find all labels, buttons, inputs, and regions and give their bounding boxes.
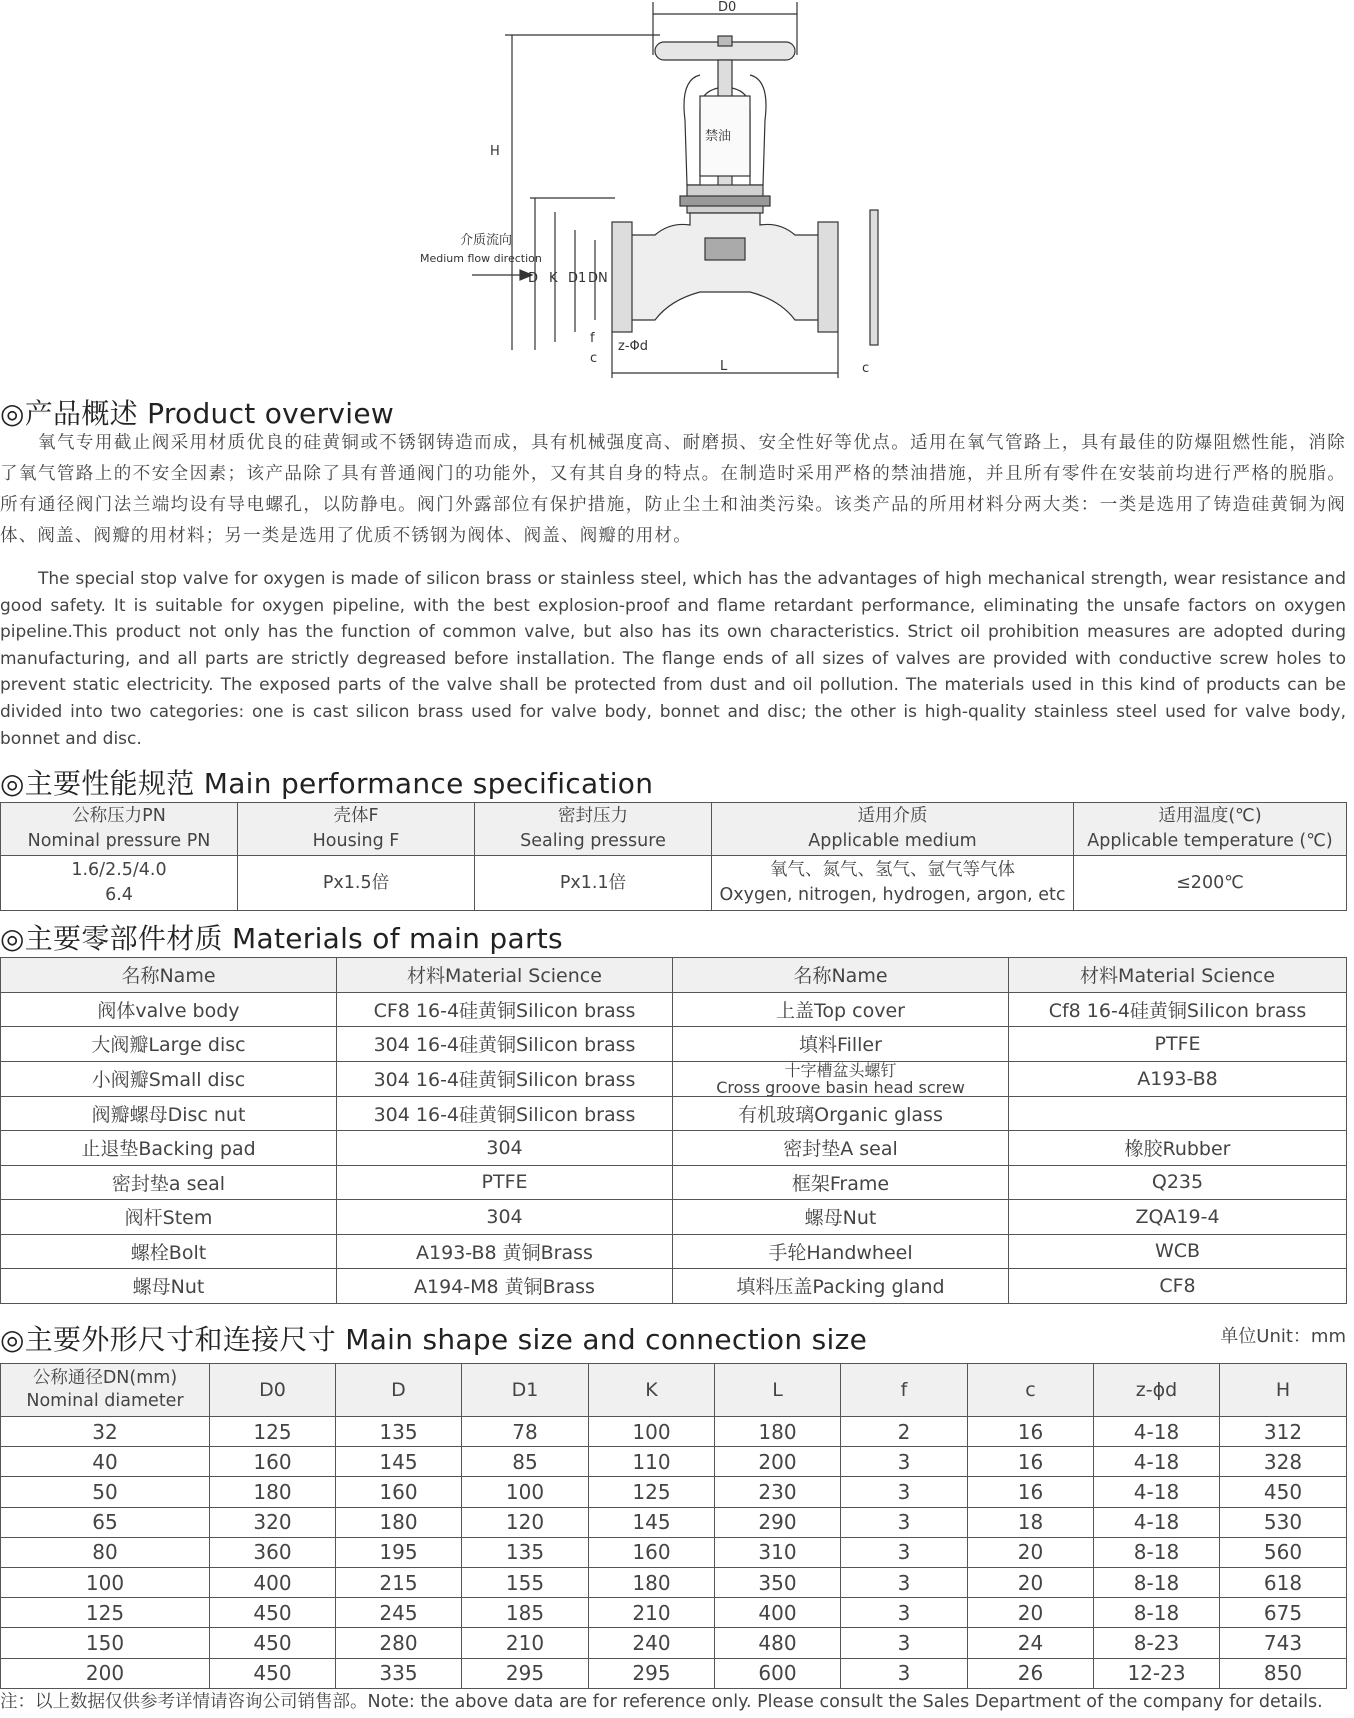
mat-cell: 橡胶Rubber bbox=[1009, 1131, 1347, 1166]
mat-cell: 304 bbox=[337, 1200, 673, 1235]
dim-cell: 450 bbox=[1220, 1477, 1347, 1507]
mat-cell: Cf8 16-4硅黄铜Silicon brass bbox=[1009, 992, 1347, 1027]
dim-cell: 125 bbox=[589, 1477, 715, 1507]
dim-header-cell: z-ϕd bbox=[1094, 1364, 1220, 1417]
mat-cell: A193-B8 黄铜Brass bbox=[337, 1234, 673, 1269]
table-row bbox=[1, 992, 1347, 1027]
dim-cell: 240 bbox=[589, 1628, 715, 1658]
mat-cell: 304 16-4硅黄铜Silicon brass bbox=[337, 1027, 673, 1062]
dim-cell: 20 bbox=[968, 1537, 1094, 1567]
mat-cell: 304 16-4硅黄铜Silicon brass bbox=[337, 1061, 673, 1096]
perf-medium-cell: 氧气、氮气、氢气、氩气等气体 Oxygen, nitrogen, hydrogen, argon, etc bbox=[712, 856, 1074, 911]
dim-cell: 145 bbox=[336, 1447, 462, 1477]
mat-cell: 阀杆Stem bbox=[1, 1200, 337, 1235]
table-row bbox=[1, 1269, 1347, 1304]
dim-cell: 675 bbox=[1220, 1598, 1347, 1628]
mat-cell: PTFE bbox=[1009, 1027, 1347, 1062]
dim-cell: 618 bbox=[1220, 1567, 1347, 1597]
mat-cell: 密封垫a seal bbox=[1, 1165, 337, 1200]
table-row bbox=[1, 1234, 1347, 1269]
table-row bbox=[1, 1598, 1347, 1628]
mat-header-cell: 名称Name bbox=[1, 958, 337, 993]
dim-cell: 16 bbox=[968, 1417, 1094, 1447]
mat-cell: 有机玻璃Organic glass bbox=[673, 1096, 1009, 1131]
dim-cell: 8-18 bbox=[1094, 1598, 1220, 1628]
dimensions-table bbox=[0, 1363, 1347, 1689]
label-l: L bbox=[720, 359, 728, 374]
dim-cell: 200 bbox=[1, 1658, 210, 1688]
dim-cell: 3 bbox=[841, 1567, 968, 1597]
dim-cell: 135 bbox=[462, 1537, 589, 1567]
label-f: f bbox=[590, 331, 595, 346]
dim-cell: 8-23 bbox=[1094, 1628, 1220, 1658]
label-zd: z-Φd bbox=[618, 339, 648, 354]
dim-cell: 400 bbox=[210, 1567, 336, 1597]
dim-cell: 560 bbox=[1220, 1537, 1347, 1567]
dim-cell: 600 bbox=[715, 1658, 841, 1688]
table-row bbox=[1, 1417, 1347, 1447]
overview-text-en: The special stop valve for oxygen is made of silicon brass or stainless steel, which has the advantages of high mechanical strength, wear resistance and good safety. It is suitable for oxygen pipeline, with the best explosion-proof and flame retardant performance, eliminating the unsafe factors on oxygen pipeline.This product not only has the function of common valve, but also has its own characteristics. Strict oil prohibition measures are adopted during manufacturing, and all parts are strictly degreased before installation. The flange ends of all sizes of valves are provided with conductive screw holes to prevent static electricity. The exposed parts of the valve shall be protected from dust and oil pollution. The materials used in this kind of products can be divided into two categories: one is cast silicon brass used for valve body, bonnet and disc; the other is high-quality stainless steel used for valve body, bonnet and disc. bbox=[0, 569, 1346, 749]
dim-cell: 125 bbox=[1, 1598, 210, 1628]
dim-cell: 450 bbox=[210, 1628, 336, 1658]
mat-cell: 螺栓Bolt bbox=[1, 1234, 337, 1269]
dim-cell: 180 bbox=[715, 1417, 841, 1447]
dim-header-cell: D0 bbox=[210, 1364, 336, 1417]
dim-cell: 4-18 bbox=[1094, 1507, 1220, 1537]
dim-cell: 328 bbox=[1220, 1447, 1347, 1477]
dim-header-cell: D bbox=[336, 1364, 462, 1417]
dim-cell: 312 bbox=[1220, 1417, 1347, 1447]
perf-header-cell: 适用介质 Applicable medium bbox=[712, 803, 1074, 856]
mat-cell: 小阀瓣Small disc bbox=[1, 1061, 337, 1096]
dim-cell: 8-18 bbox=[1094, 1567, 1220, 1597]
dim-cell: 200 bbox=[715, 1447, 841, 1477]
dim-cell: 4-18 bbox=[1094, 1417, 1220, 1447]
dim-cell: 2 bbox=[841, 1417, 968, 1447]
label-h: H bbox=[490, 144, 500, 159]
label-d0: D0 bbox=[718, 0, 737, 15]
dim-cell: 3 bbox=[841, 1507, 968, 1537]
mat-header-cell: 材料Material Science bbox=[1009, 958, 1347, 993]
dim-cell: 100 bbox=[589, 1417, 715, 1447]
dim-cell: 850 bbox=[1220, 1658, 1347, 1688]
perf-housing-cell: Px1.5倍 bbox=[238, 856, 475, 911]
mat-cell: A194-M8 黄铜Brass bbox=[337, 1269, 673, 1304]
dim-cell: 3 bbox=[841, 1477, 968, 1507]
table-row bbox=[1, 1567, 1347, 1597]
table-row bbox=[1, 1628, 1347, 1658]
perf-header-cell: 公称压力PN Nominal pressure PN bbox=[1, 803, 238, 856]
dim-header-cell: D1 bbox=[462, 1364, 589, 1417]
dim-cell: 180 bbox=[589, 1567, 715, 1597]
dim-cell: 195 bbox=[336, 1537, 462, 1567]
table-row bbox=[1, 1061, 1347, 1096]
dim-cell: 160 bbox=[589, 1537, 715, 1567]
mat-cell: ZQA19-4 bbox=[1009, 1200, 1347, 1235]
mat-cell: CF8 16-4硅黄铜Silicon brass bbox=[337, 992, 673, 1027]
mat-cell bbox=[1009, 1096, 1347, 1131]
dim-cell: 32 bbox=[1, 1417, 210, 1447]
dim-cell: 40 bbox=[1, 1447, 210, 1477]
dim-cell: 16 bbox=[968, 1477, 1094, 1507]
mat-cell: 大阀瓣Large disc bbox=[1, 1027, 337, 1062]
mat-cell: 阀体valve body bbox=[1, 992, 337, 1027]
dim-cell: 8-18 bbox=[1094, 1537, 1220, 1567]
table-row bbox=[1, 1537, 1347, 1567]
dim-cell: 135 bbox=[336, 1417, 462, 1447]
dim-cell: 100 bbox=[462, 1477, 589, 1507]
table-row bbox=[1, 1200, 1347, 1235]
dim-cell: 100 bbox=[1, 1567, 210, 1597]
table-row bbox=[1, 1027, 1347, 1062]
performance-header-row bbox=[1, 803, 1347, 856]
mat-cell: PTFE bbox=[337, 1165, 673, 1200]
dim-header-cell: H bbox=[1220, 1364, 1347, 1417]
materials-header-row bbox=[1, 958, 1347, 993]
dim-cell: 160 bbox=[336, 1477, 462, 1507]
dim-header-cell: c bbox=[968, 1364, 1094, 1417]
mat-cell: Q235 bbox=[1009, 1165, 1347, 1200]
mat-cell: 填料压盖Packing gland bbox=[673, 1269, 1009, 1304]
dim-cell: 215 bbox=[336, 1567, 462, 1597]
dim-cell: 12-23 bbox=[1094, 1658, 1220, 1688]
label-dn: DN bbox=[588, 271, 608, 286]
dim-cell: 20 bbox=[968, 1567, 1094, 1597]
flow-label-cn: 介质流向 bbox=[460, 233, 513, 248]
dim-cell: 295 bbox=[462, 1658, 589, 1688]
mat-cell: 螺母Nut bbox=[673, 1200, 1009, 1235]
dim-cell: 160 bbox=[210, 1447, 336, 1477]
dim-cell: 185 bbox=[462, 1598, 589, 1628]
label-k: K bbox=[549, 271, 558, 286]
dim-cell: 50 bbox=[1, 1477, 210, 1507]
mat-cell: 填料Filler bbox=[673, 1027, 1009, 1062]
table-row bbox=[1, 1096, 1347, 1131]
dim-cell: 350 bbox=[715, 1567, 841, 1597]
dim-cell: 155 bbox=[462, 1567, 589, 1597]
mat-cell: 304 bbox=[337, 1131, 673, 1166]
dim-cell: 210 bbox=[462, 1628, 589, 1658]
dim-cell: 360 bbox=[210, 1537, 336, 1567]
oil-free-label: 禁油 bbox=[705, 129, 732, 144]
dim-cell: 450 bbox=[210, 1598, 336, 1628]
dim-cell: 78 bbox=[462, 1417, 589, 1447]
mat-cell: CF8 bbox=[1009, 1269, 1347, 1304]
overview-heading: ◎产品概述 Product overview bbox=[0, 397, 395, 430]
materials-heading: ◎主要零部件材质 Materials of main parts bbox=[0, 922, 563, 955]
dim-cell: 180 bbox=[210, 1477, 336, 1507]
mat-cell: 螺母Nut bbox=[1, 1269, 337, 1304]
dim-cell: 180 bbox=[336, 1507, 462, 1537]
label-c: c bbox=[590, 351, 598, 366]
table-row bbox=[1, 1447, 1347, 1477]
dim-cell: 210 bbox=[589, 1598, 715, 1628]
dim-cell: 3 bbox=[841, 1447, 968, 1477]
dim-cell: 85 bbox=[462, 1447, 589, 1477]
dim-cell: 230 bbox=[715, 1477, 841, 1507]
dim-cell: 110 bbox=[589, 1447, 715, 1477]
dim-cell: 65 bbox=[1, 1507, 210, 1537]
valve-drawing bbox=[400, 0, 880, 380]
table-row bbox=[1, 1477, 1347, 1507]
dim-cell: 335 bbox=[336, 1658, 462, 1688]
performance-table bbox=[0, 802, 1347, 911]
dim-header-cell: L bbox=[715, 1364, 841, 1417]
mat-cell: WCB bbox=[1009, 1234, 1347, 1269]
table-row bbox=[1, 1165, 1347, 1200]
materials-table bbox=[0, 957, 1347, 1304]
perf-header-cell: 适用温度(℃) Applicable temperature (℃) bbox=[1074, 803, 1347, 856]
unit-label: 单位Unit：mm bbox=[1220, 1326, 1346, 1347]
perf-pn-cell: 1.6/2.5/4.0 6.4 bbox=[1, 856, 238, 911]
dim-cell: 24 bbox=[968, 1628, 1094, 1658]
dim-cell: 480 bbox=[715, 1628, 841, 1658]
dim-cell: 743 bbox=[1220, 1628, 1347, 1658]
table-row bbox=[1, 1658, 1347, 1688]
dim-header-cell: f bbox=[841, 1364, 968, 1417]
dim-cell: 450 bbox=[210, 1658, 336, 1688]
dim-cell: 80 bbox=[1, 1537, 210, 1567]
label-c2: c bbox=[862, 361, 870, 376]
dim-cell: 4-18 bbox=[1094, 1477, 1220, 1507]
dim-cell: 3 bbox=[841, 1658, 968, 1688]
dim-header-cell: K bbox=[589, 1364, 715, 1417]
dim-cell: 400 bbox=[715, 1598, 841, 1628]
perf-temp-cell: ≤200℃ bbox=[1074, 856, 1347, 911]
label-d1: D1 bbox=[568, 271, 587, 286]
mat-header-cell: 名称Name bbox=[673, 958, 1009, 993]
dim-cell: 310 bbox=[715, 1537, 841, 1567]
mat-cell: 框架Frame bbox=[673, 1165, 1009, 1200]
overview-text-cn: 氧气专用截止阀采用材质优良的硅黄铜或不锈钢铸造而成，具有机械强度高、耐磨损、安全性好等优点。适用在氧气管路上，具有最佳的防爆阻燃性能，消除了氧气管路上的不安全因素；该产品除了具有普通阀门的功能外，又有其自身的特点。在制造时采用严格的禁油措施，并且所有零件在安装前均进行严格的脱脂。所有通径阀门法兰端均设有导电螺孔，以防静电。阀门外露部位有保护措施，防止尘土和油类污染。该类产品的所用材料分两大类：一类是选用了铸造硅黄铜为阀体、阀盖、阀瓣的用材料；另一类是选用了优质不锈钢为阀体、阀盖、阀瓣的用材。 bbox=[0, 433, 1346, 546]
dimensions-heading: ◎主要外形尺寸和连接尺寸 Main shape size and connection size bbox=[0, 1323, 868, 1356]
dim-cell: 18 bbox=[968, 1507, 1094, 1537]
dim-cell: 295 bbox=[589, 1658, 715, 1688]
flow-label-en: Medium flow direction bbox=[420, 252, 542, 265]
dimensions-header-row bbox=[1, 1364, 1347, 1417]
dim-cell: 150 bbox=[1, 1628, 210, 1658]
dim-header-cell: 公称通径DN(mm) Nominal diameter bbox=[1, 1364, 210, 1417]
mat-cell: 手轮Handwheel bbox=[673, 1234, 1009, 1269]
dim-cell: 320 bbox=[210, 1507, 336, 1537]
mat-cell: 密封垫A seal bbox=[673, 1131, 1009, 1166]
perf-header-cell: 壳体F Housing F bbox=[238, 803, 475, 856]
dim-cell: 3 bbox=[841, 1628, 968, 1658]
dim-cell: 120 bbox=[462, 1507, 589, 1537]
table-row bbox=[1, 1131, 1347, 1166]
dim-cell: 125 bbox=[210, 1417, 336, 1447]
mat-cell: 上盖Top cover bbox=[673, 992, 1009, 1027]
label-d: D bbox=[528, 271, 539, 286]
mat-cell: 十字槽盆头螺钉 Cross groove basin head screw bbox=[673, 1061, 1009, 1096]
performance-heading: ◎主要性能规范 Main performance specification bbox=[0, 767, 654, 800]
table-row bbox=[1, 1507, 1347, 1537]
mat-cell: 阀瓣螺母Disc nut bbox=[1, 1096, 337, 1131]
dim-cell: 145 bbox=[589, 1507, 715, 1537]
mat-cell: 止退垫Backing pad bbox=[1, 1131, 337, 1166]
perf-sealing-cell: Px1.1倍 bbox=[475, 856, 712, 911]
dim-cell: 26 bbox=[968, 1658, 1094, 1688]
mat-cell: A193-B8 bbox=[1009, 1061, 1347, 1096]
dim-cell: 4-18 bbox=[1094, 1447, 1220, 1477]
mat-cell: 304 16-4硅黄铜Silicon brass bbox=[337, 1096, 673, 1131]
perf-header-cell: 密封压力 Sealing pressure bbox=[475, 803, 712, 856]
footnote: 注：以上数据仅供参考详情请咨询公司销售部。Note: the above data are for reference only. Please consult the Sales Department of the company for details. bbox=[0, 1692, 1323, 1712]
dim-cell: 3 bbox=[841, 1537, 968, 1567]
dim-cell: 245 bbox=[336, 1598, 462, 1628]
dim-cell: 280 bbox=[336, 1628, 462, 1658]
dim-cell: 20 bbox=[968, 1598, 1094, 1628]
dim-cell: 530 bbox=[1220, 1507, 1347, 1537]
performance-data-row bbox=[1, 856, 1347, 911]
dim-cell: 16 bbox=[968, 1447, 1094, 1477]
dim-cell: 3 bbox=[841, 1598, 968, 1628]
dim-cell: 290 bbox=[715, 1507, 841, 1537]
mat-header-cell: 材料Material Science bbox=[337, 958, 673, 993]
